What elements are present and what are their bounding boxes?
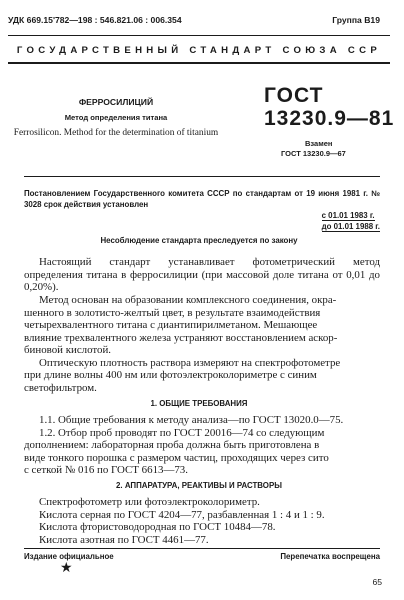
method-subtitle: Метод определения титана (64, 113, 168, 122)
section-2-heading: 2. АППАРАТУРА, РЕАКТИВЫ И РАСТВОРЫ (116, 481, 282, 490)
legal-warning: Несоблюдение стандарта преследуется по закону (100, 236, 298, 245)
gost-label: ГОСТ (264, 84, 324, 107)
section-1-line: 1.1. Общие требования к методу анализа—по ГОСТ 13020.0—75. (39, 414, 344, 426)
decree-rule (24, 176, 380, 177)
header-rule (8, 62, 390, 64)
intro-p2-line: влияние трехвалентного железа устраняют восстановлением аскор- (24, 331, 338, 344)
replaces-block (281, 139, 346, 159)
intro-p2-line: четырехвалентного титана с диантипирилметаном. Мешающее (24, 319, 318, 331)
intro-p3-line: при длине волны 400 нм или фотоэлектроколориметре с синим (24, 369, 317, 381)
section-1-line: виде тонкого порошка с размером частиц, проходящих через сито (24, 451, 329, 464)
section-2-line: Кислота серная по ГОСТ 4204—77, разбавленная 1 : 4 и 1 : 9. (39, 508, 325, 521)
group-code: Группа В19 (332, 15, 380, 25)
title-ru: ФЕРРОСИЛИЦИЙ (78, 97, 154, 107)
title-en: Ferrosilicon. Method for the determination of titanium (13, 128, 219, 138)
official-edition: Издание официальное (24, 552, 114, 561)
validity-dates (322, 210, 380, 232)
standard-header: ГОСУДАРСТВЕННЫЙ СТАНДАРТ СОЮЗА ССР (16, 45, 382, 56)
replaces-label: Взамен (305, 139, 333, 148)
decree-text: Постановлением Государственного комитета СССР по стандартам от 19 июня 1981 г. № 3028 срок действия установлен (24, 189, 380, 209)
section-2-line: Спектрофотометр или фотоэлектроколориметр. (39, 496, 260, 508)
section-1-line: дополнением: лабораторная проба должна быть приготовлена в (24, 439, 320, 451)
footer-rule (24, 548, 380, 549)
replaces-value: ГОСТ 13230.9—67 (281, 149, 346, 158)
gost-block (264, 84, 395, 130)
section-2-line: Кислота фтористоводородная по ГОСТ 10484—78. (39, 521, 276, 533)
section-2-line: Кислота азотная по ГОСТ 4461—77. (39, 533, 209, 546)
page-number: 65 (372, 577, 382, 587)
section-1-line: с сеткой № 016 по ГОСТ 6613—73. (24, 464, 188, 476)
section-1-heading: 1. ОБЩИЕ ТРЕБОВАНИЯ (150, 399, 248, 408)
section-1-line: 1.2. Отбор проб проводят по ГОСТ 20016—74 со следующим (39, 426, 325, 439)
date-to: до 01.01 1988 г. (321, 222, 380, 231)
top-rule (8, 35, 390, 36)
intro-p2-line: биновой кислотой. (24, 344, 112, 356)
date-from: с 01.01 1983 г. (321, 211, 375, 220)
reprint-prohibited: Перепечатка воспрещена (280, 552, 380, 561)
udk-code: УДК 669.15'782—198 : 546.821.06 : 006.354 (8, 15, 182, 25)
intro-p3-line: светофильтром. (24, 381, 97, 394)
intro-paragraph-1: Настоящий стандарт устанавливает фотометрический метод определения титана в ферросилиции (при массовой доле титана от 0,01 до 0,20%). (24, 256, 380, 293)
intro-p2-line: Метод основан на образовании комплексного соединения, окра- (39, 294, 337, 306)
star-icon: ★ (60, 561, 73, 576)
intro-p3-line: Оптическую плотность раствора измеряют на спектрофотометре (39, 356, 341, 369)
intro-p2-line: шенного в золотисто-желтый цвет, в результате взаимодействия (24, 306, 321, 319)
gost-number: 13230.9—81 (264, 107, 395, 130)
